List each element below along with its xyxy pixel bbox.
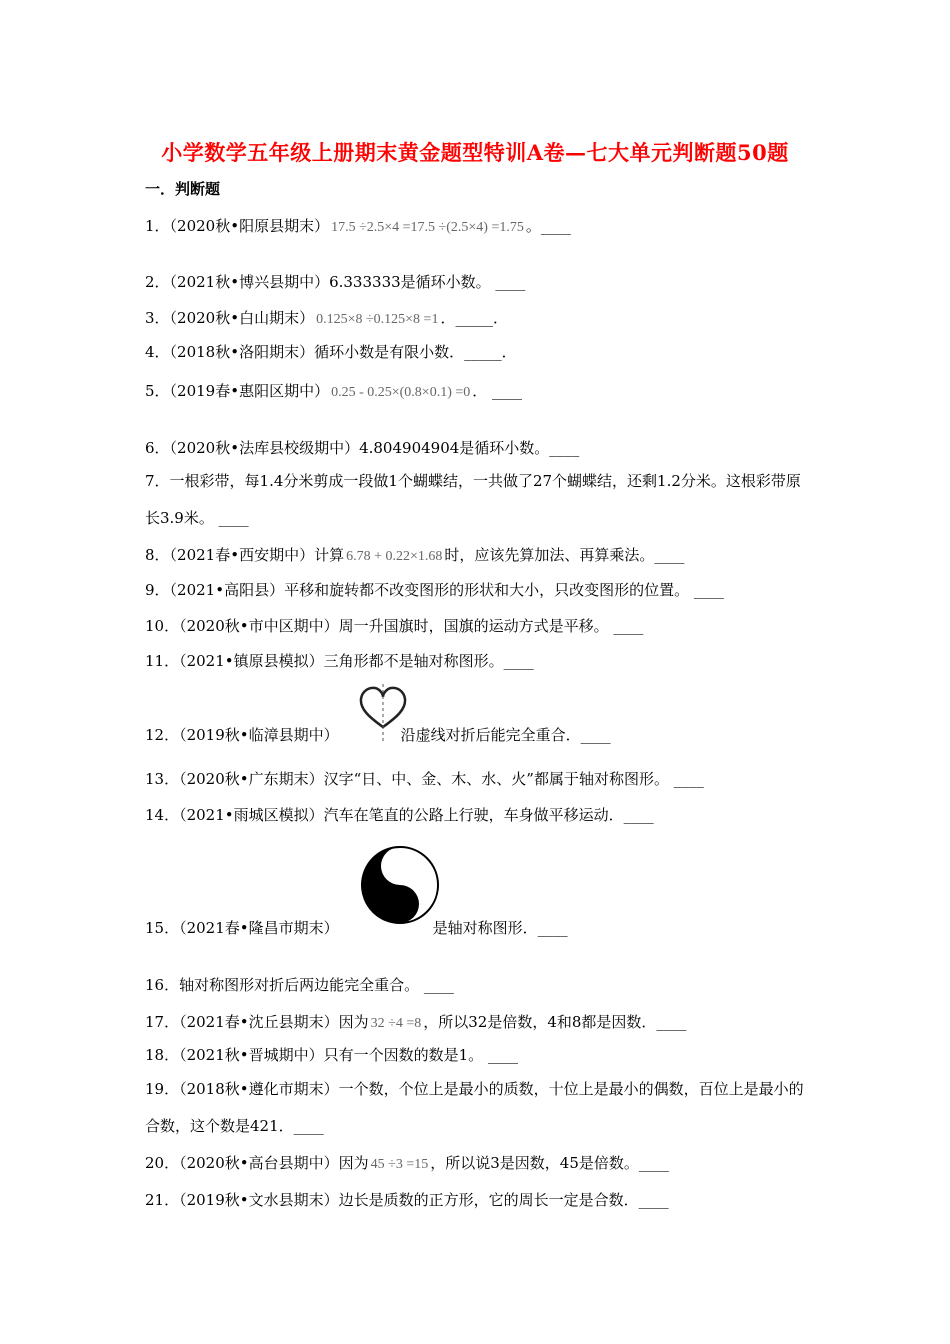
question-4: 4．（2018秋•洛阳期末）循环小数是有限小数．_____．	[145, 343, 517, 361]
question-17: 17．（2021春•沈丘县期末）因为 32 ÷4 =8 ，所以32是倍数，4和8都是因数．____	[145, 1013, 687, 1031]
question-9: 9．（2021•高阳县）平移和旋转都不改变图形的形状和大小，只改变图形的位置。 ____	[145, 581, 724, 599]
question-14: 14．（2021•雨城区模拟）汽车在笔直的公路上行驶，车身做平移运动．____	[145, 806, 654, 824]
question-16: 16．轴对称图形对折后两边能完全重合。 ____	[145, 976, 454, 994]
question-12: 12．（2019秋•临漳县期中） 沿虚线对折后能完全重合．____	[145, 726, 611, 744]
question-6: 6．（2020秋•法库县校级期中）4.804904904是循环小数。____	[145, 439, 580, 457]
question-10: 10．（2020秋•市中区期中）周一升国旗时，国旗的运动方式是平移。 ____	[145, 617, 644, 635]
question-8: 8．（2021春•西安期中）计算 6.78 + 0.22×1.68 时，应该先算加法、再算乘法。____	[145, 546, 685, 564]
question-7: 7．一根彩带，每1.4分米剪成一段做1个蝴蝶结，一共做了27个蝴蝶结，还剩1.2分米。这根彩带原长3.9米。 ____	[145, 472, 801, 527]
question-20: 20．（2020秋•高台县期中）因为 45 ÷3 =15 ，所以说3是因数，45是倍数。____	[145, 1154, 669, 1172]
yin-yang-icon	[356, 845, 444, 925]
question-19: 19．（2018秋•遵化市期末）一个数，个位上是最小的质数，十位上是最小的偶数，百位上是最小的合数，这个数是421．____	[145, 1080, 804, 1135]
question-21: 21．（2019秋•文水县期末）边长是质数的正方形，它的周长一定是合数．____	[145, 1191, 669, 1209]
question-11: 11．（2021•镇原县模拟）三角形都不是轴对称图形。____	[145, 652, 534, 670]
question-15: 15．（2021春•隆昌市期末） 是轴对称图形．____	[145, 919, 568, 937]
question-5: 5．（2019春•惠阳区期中） 0.25 - 0.25×(0.8×0.1) =0 ． ____	[145, 382, 523, 400]
section-heading: 一．判断题	[145, 180, 221, 198]
page-title: 小学数学五年级上册期末黄金题型特训A卷—七大单元判断题50题	[161, 140, 789, 165]
question-18: 18．（2021秋•晋城期中）只有一个因数的数是1。 ____	[145, 1046, 518, 1064]
question-13: 13．（2020秋•广东期末）汉字“日、中、金、木、水、火”都属于轴对称图形。 ____	[145, 770, 704, 788]
question-1: 1．（2020秋•阳原县期末） 17.5 ÷2.5×4 =17.5 ÷(2.5×4) =1.75 。____	[145, 217, 571, 235]
question-2: 2．（2021秋•博兴县期中）6.333333是循环小数。 ____	[145, 273, 526, 291]
question-3: 3．（2020秋•白山期末） 0.125×8 ÷0.125×8 =1 ．_____．	[145, 309, 508, 327]
